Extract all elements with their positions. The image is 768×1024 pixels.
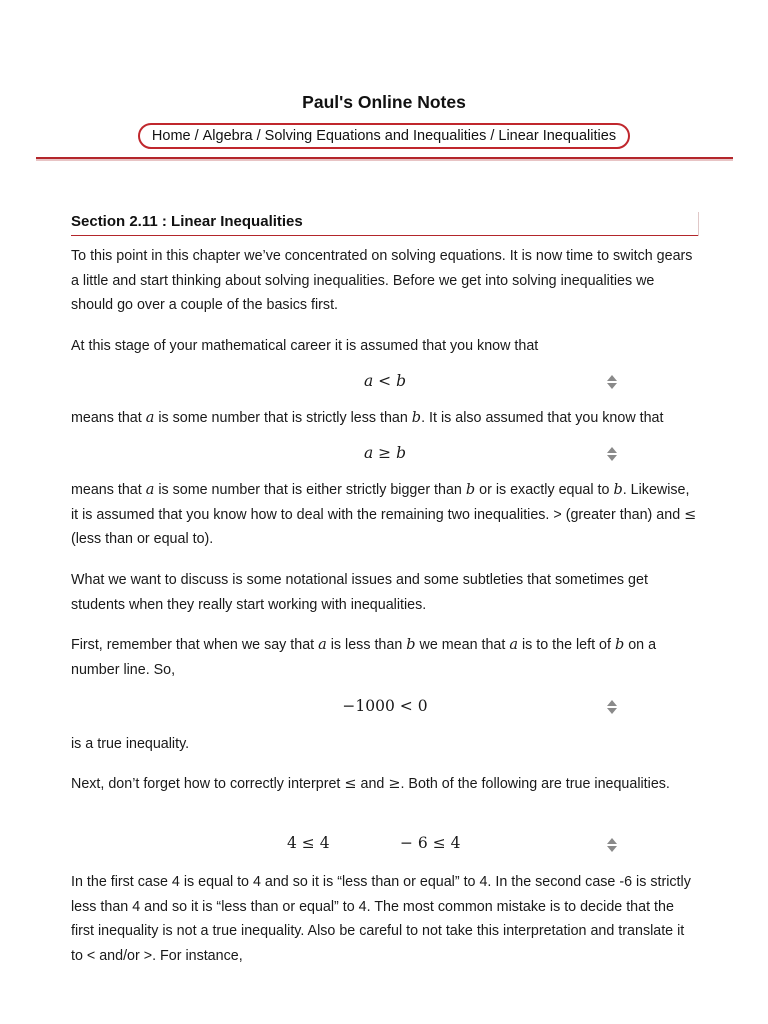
text: (less than or equal to). <box>71 531 214 547</box>
paragraph-bigger-or-equal <box>71 478 699 552</box>
section-title-underline <box>71 235 699 236</box>
math-op: ≥ <box>388 776 401 792</box>
math-op: ≤ <box>684 506 697 523</box>
site-title: Paul's Online Notes <box>302 92 466 112</box>
math-var: b <box>465 482 476 498</box>
breadcrumb <box>138 123 630 149</box>
section-title-edge <box>698 212 699 236</box>
text: we mean that <box>415 637 510 653</box>
text: means that <box>71 410 146 426</box>
breadcrumb-solving-equations[interactable]: Solving Equations and Inequalities <box>264 128 487 144</box>
math-op: < <box>378 372 392 390</box>
math-var: b <box>396 372 407 390</box>
text: First, remember that when we say that <box>71 637 319 653</box>
text: . Both of the following are true inequalities. <box>400 776 670 792</box>
math-var: b <box>396 444 407 462</box>
text: . It is also assumed that you know that <box>421 410 664 426</box>
math-var: a <box>509 637 518 653</box>
paragraph-interpret <box>71 772 699 797</box>
math-op: ≥ <box>378 444 392 462</box>
header-divider-shadow <box>36 159 733 161</box>
breadcrumb-algebra[interactable]: Algebra <box>202 128 253 144</box>
text: and <box>356 776 389 792</box>
equation-4-leq-4: 4 ≤ 4 <box>287 834 330 852</box>
equation-a-geq-b <box>71 444 699 462</box>
paragraph-number-line <box>71 633 699 682</box>
math-var: a <box>318 637 327 653</box>
text: means that <box>71 482 146 498</box>
text: is to the left of <box>517 637 615 653</box>
breadcrumb-separator: / <box>256 128 261 144</box>
math-var: a <box>145 482 155 498</box>
text: Next, don’t forget how to correctly interpret <box>71 776 345 792</box>
text: on a number line. So, <box>71 637 657 678</box>
paragraph-common-mistake: In the first case 4 is equal to 4 and so it is “less than or equal” to 4. In the second case -6 is strictly less than 4 and so it is “less than or equal” to 4. The most common mistake is to decide that the first inequality is not a true inequality. Also be careful to not take this interpretation and translate it to < and/or >. For instance, <box>71 874 691 964</box>
text: is some number that is strictly less than <box>154 410 412 426</box>
text: . Likewise, it is assumed that you know how to deal with the remaining two inequalities. > (greater than) and <box>71 482 690 523</box>
math-var: a <box>145 410 155 426</box>
paragraph-strictly-less <box>71 406 699 431</box>
math-var: a <box>363 444 374 462</box>
up-down-arrows-icon[interactable] <box>607 838 617 852</box>
math-var: b <box>614 637 625 653</box>
math-var: b <box>613 482 623 498</box>
text: or is exactly equal to <box>475 482 614 498</box>
math-var: a <box>363 372 374 390</box>
math-var: b <box>411 410 422 426</box>
up-down-arrows-icon[interactable] <box>607 447 617 461</box>
paragraph-notational-issues: What we want to discuss is some notational issues and some subtleties that sometimes get students when they really start working with inequalities. <box>71 572 648 613</box>
equation-minus6-leq-4: − 6 ≤ 4 <box>400 834 461 852</box>
text: is less than <box>326 637 407 653</box>
paragraph-true-inequality: is a true inequality. <box>71 736 190 752</box>
breadcrumb-separator: / <box>194 128 199 144</box>
section-title: Section 2.11 : Linear Inequalities <box>71 213 303 230</box>
paragraph-assumed: At this stage of your mathematical career it is assumed that you know that <box>71 338 539 354</box>
paragraph-intro: To this point in this chapter we’ve concentrated on solving equations. It is now time to switch gears a little and start thinking about solving inequalities. Before we get into solving inequalities we should go over a couple of the basics first. <box>71 248 693 313</box>
breadcrumb-separator: / <box>490 128 495 144</box>
equation-a-less-than-b <box>71 372 699 390</box>
math-var: b <box>406 637 416 653</box>
equation-minus-1000: −1000 < 0 <box>342 697 428 715</box>
up-down-arrows-icon[interactable] <box>607 700 617 714</box>
breadcrumb-home[interactable]: Home <box>151 128 191 144</box>
math-op: ≤ <box>344 776 357 792</box>
breadcrumb-current-page[interactable]: Linear Inequalities <box>498 128 617 144</box>
up-down-arrows-icon[interactable] <box>607 375 617 389</box>
text: is some number that is either strictly bigger than <box>154 482 466 498</box>
